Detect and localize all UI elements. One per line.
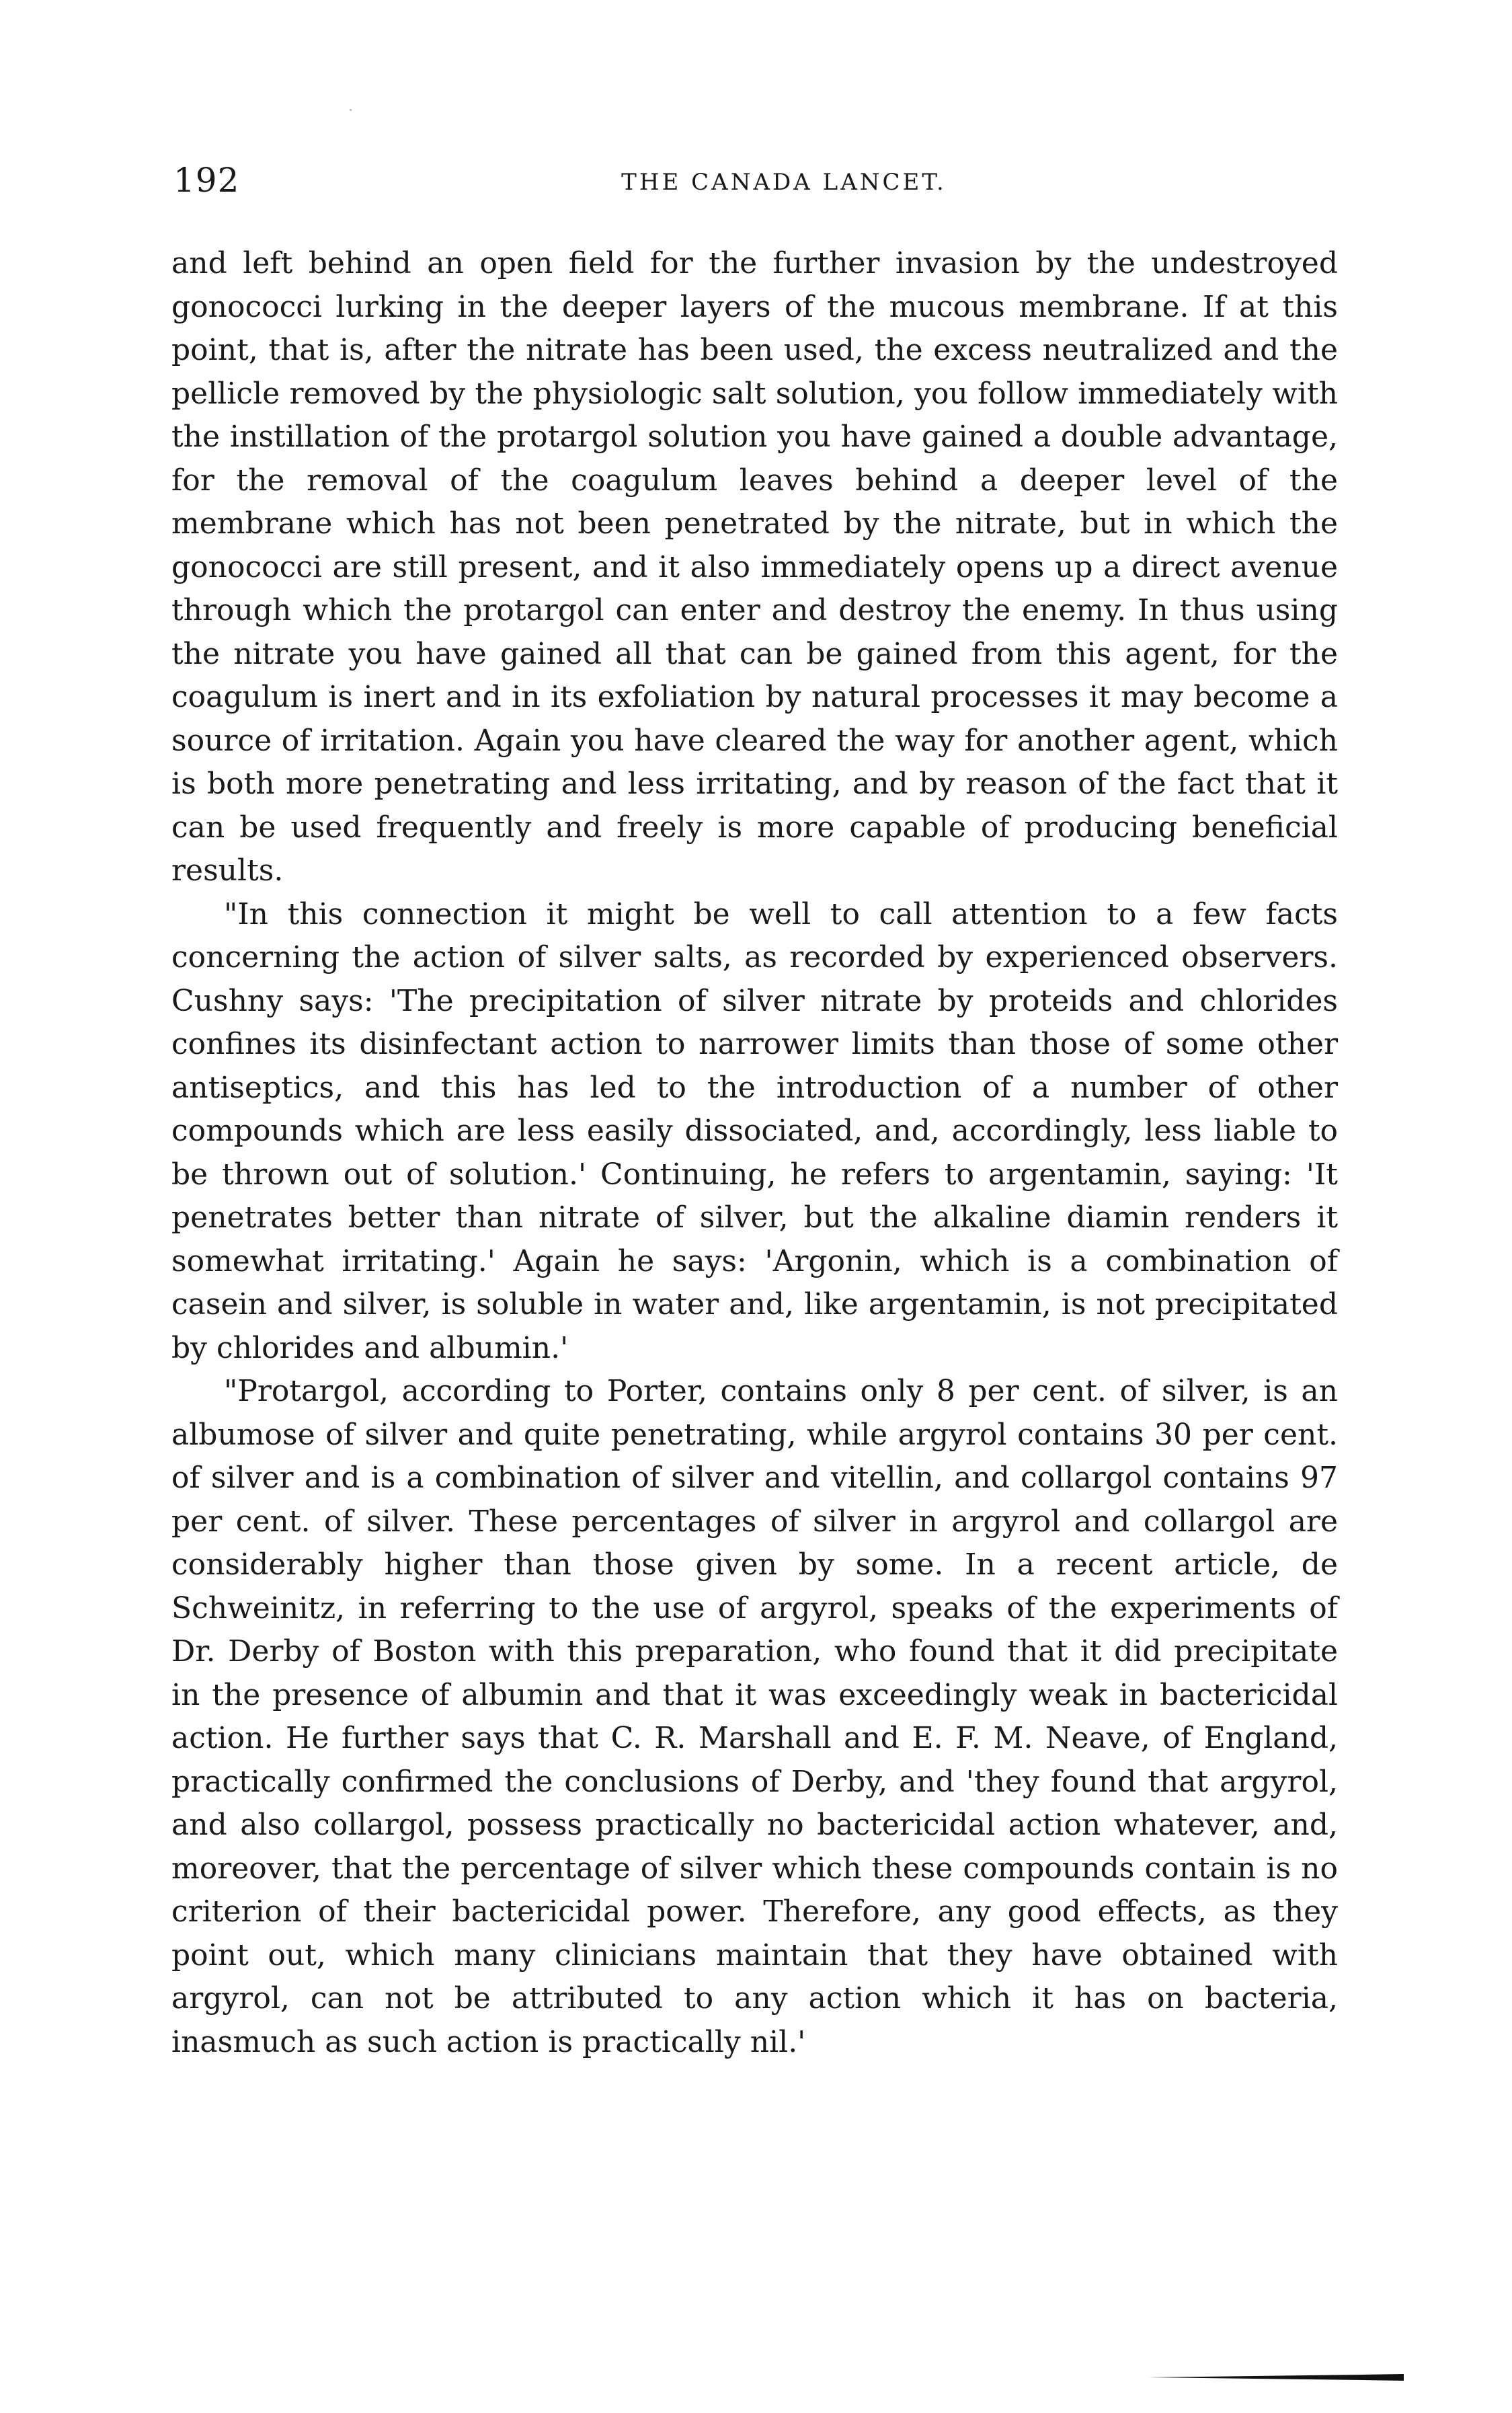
- scan-speck: [350, 109, 352, 111]
- end-rule: [1148, 2374, 1404, 2381]
- paragraph-continuation: and left behind an open field for the further invasion by the undestroyed gonococci lurking in the deeper layers of the mucous membrane. If at this point, that is, after the nitrate has been used, the excess neutralized and the pellicle removed by the physiologic salt solution, you follow immediately with the instillation of the protargol solution you have gained a double advantage, for the removal of the coagulum leaves behind a deeper level of the membrane which has not been penetrated by the nitrate, but in which the gonococci are still present, and it also immediately opens up a direct avenue through which the protargol can enter and destroy the enemy. In thus using the nitrate you have gained all that can be gained from this agent, for the coagulum is inert and in its exfoliation by natural processes it may become a source of irritation. Again you have cleared the way for another agent, which is both more penetrating and less irritating, and by reason of the fact that it can be used frequently and freely is more capable of producing beneficial results.: [171, 246, 1338, 888]
- page-header: [173, 160, 1334, 207]
- article-body: [171, 242, 1338, 2064]
- paragraph-protargol: "Protargol, according to Porter, contains only 8 per cent. of silver, is an albumose of silver and quite penetrating, while argyrol contains 30 per cent. of silver and is a combination of silver and vitellin, and collargol contains 97 per cent. of silver. These percentages of silver in argyrol and collargol are considerably higher than those given by some. In a recent article, de Schweinitz, in referring to the use of argyrol, speaks of the experiments of Dr. Derby of Boston with this preparation, who found that it did precipitate in the presence of albumin and that it was exceedingly weak in bactericidal action. He further says that C. R. Marshall and E. F. M. Neave, of England, practically confirmed the conclusions of Derby, and 'they found that argyrol, and also collargol, possess practically no bactericidal action whatever, and, moreover, that the percentage of silver which these compounds contain is no criterion of their bactericidal power. Therefore, any good effects, as they point out, which many clinicians maintain that they have obtained with argyrol, can not be attributed to any action which it has on bacteria, inasmuch as such action is practically nil.': [171, 1374, 1338, 2059]
- running-head: THE CANADA LANCET.: [621, 169, 947, 196]
- paragraph-silver-salts: "In this connection it might be well to call attention to a few facts concerning the action of silver salts, as recorded by experienced observers. Cushny says: 'The precipitation of silver nitrate by proteids and chlorides confines its disinfectant action to narrower limits than those of some other antiseptics, and this has led to the introduction of a number of other compounds which are less easily dissociated, and, accordingly, less liable to be thrown out of solution.' Continuing, he refers to argentamin, saying: 'It penetrates better than nitrate of silver, but the alkaline diamin renders it somewhat irritating.' Again he says: 'Argonin, which is a combination of casein and silver, is soluble in water and, like argentamin, is not precipitated by chlorides and albumin.': [171, 896, 1338, 1365]
- page-number: 192: [173, 161, 240, 200]
